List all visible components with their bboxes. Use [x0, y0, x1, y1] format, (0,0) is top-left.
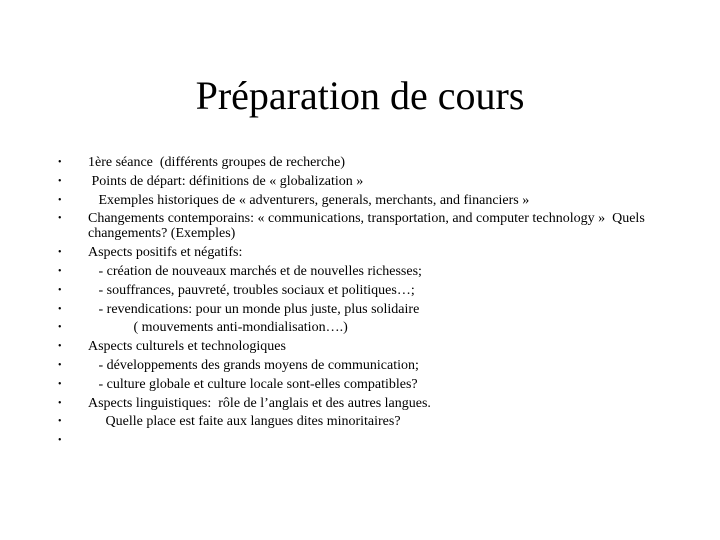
list-item — [58, 155, 698, 170]
bullet-list — [58, 155, 698, 452]
bullet-icon: • — [58, 303, 62, 315]
bullet-icon: • — [58, 157, 62, 168]
list-item — [58, 433, 698, 448]
bullet-icon: • — [58, 341, 62, 353]
bullet-text: Exemples historiques de « adventurers, generals, merchants, and financiers » — [88, 192, 530, 208]
bullet-icon: • — [58, 284, 62, 296]
bullet-text: ( mouvements anti-mondialisation….) — [88, 320, 348, 336]
list-item — [58, 211, 698, 241]
list-item — [58, 396, 698, 411]
bullet-text: - souffrances, pauvreté, troubles sociaux et politiques…; — [88, 282, 415, 298]
slide-title: Préparation de cours — [195, 73, 525, 118]
list-item — [58, 339, 698, 354]
list-item — [58, 283, 698, 298]
bullet-icon: • — [58, 247, 62, 259]
list-item — [58, 358, 698, 373]
bullet-icon: • — [58, 435, 62, 447]
bullet-icon: • — [58, 322, 62, 334]
bullet-text: - création de nouveaux marchés et de nouvelles richesses; — [88, 263, 422, 279]
bullet-text: - revendications: pour un monde plus juste, plus solidaire — [88, 301, 420, 317]
list-item — [58, 174, 698, 189]
bullet-icon: • — [58, 213, 62, 225]
list-item — [58, 377, 698, 392]
bullet-text: Changements contemporains: « communications, transportation, and computer technology » Quels changements? (Exemples) — [88, 211, 649, 242]
list-item — [58, 264, 698, 279]
bullet-icon: • — [58, 378, 62, 390]
bullet-icon: • — [58, 416, 62, 428]
bullet-text: Quelle place est faite aux langues dites minoritaires? — [88, 414, 401, 430]
bullet-icon: • — [58, 265, 62, 277]
bullet-icon: • — [58, 194, 62, 206]
bullet-icon: • — [58, 359, 62, 371]
list-item — [58, 245, 698, 260]
bullet-icon: • — [58, 175, 62, 187]
bullet-icon: • — [58, 397, 62, 409]
bullet-text: - culture globale et culture locale sont-elles compatibles? — [88, 376, 418, 392]
bullet-text: Aspects linguistiques: rôle de l’anglais et des autres langues. — [88, 395, 431, 411]
bullet-text: - développements des grands moyens de communication; — [88, 357, 419, 373]
bullet-text: Points de départ: définitions de « globalization » — [88, 173, 364, 189]
list-item — [58, 302, 698, 317]
bullet-text: 1ère séance (différents groupes de recherche) — [88, 155, 346, 170]
bullet-text: Aspects positifs et négatifs: — [88, 245, 243, 261]
bullet-text: Aspects culturels et technologiques — [88, 339, 286, 355]
list-item — [58, 193, 698, 208]
list-item — [58, 320, 698, 335]
list-item — [58, 414, 698, 429]
